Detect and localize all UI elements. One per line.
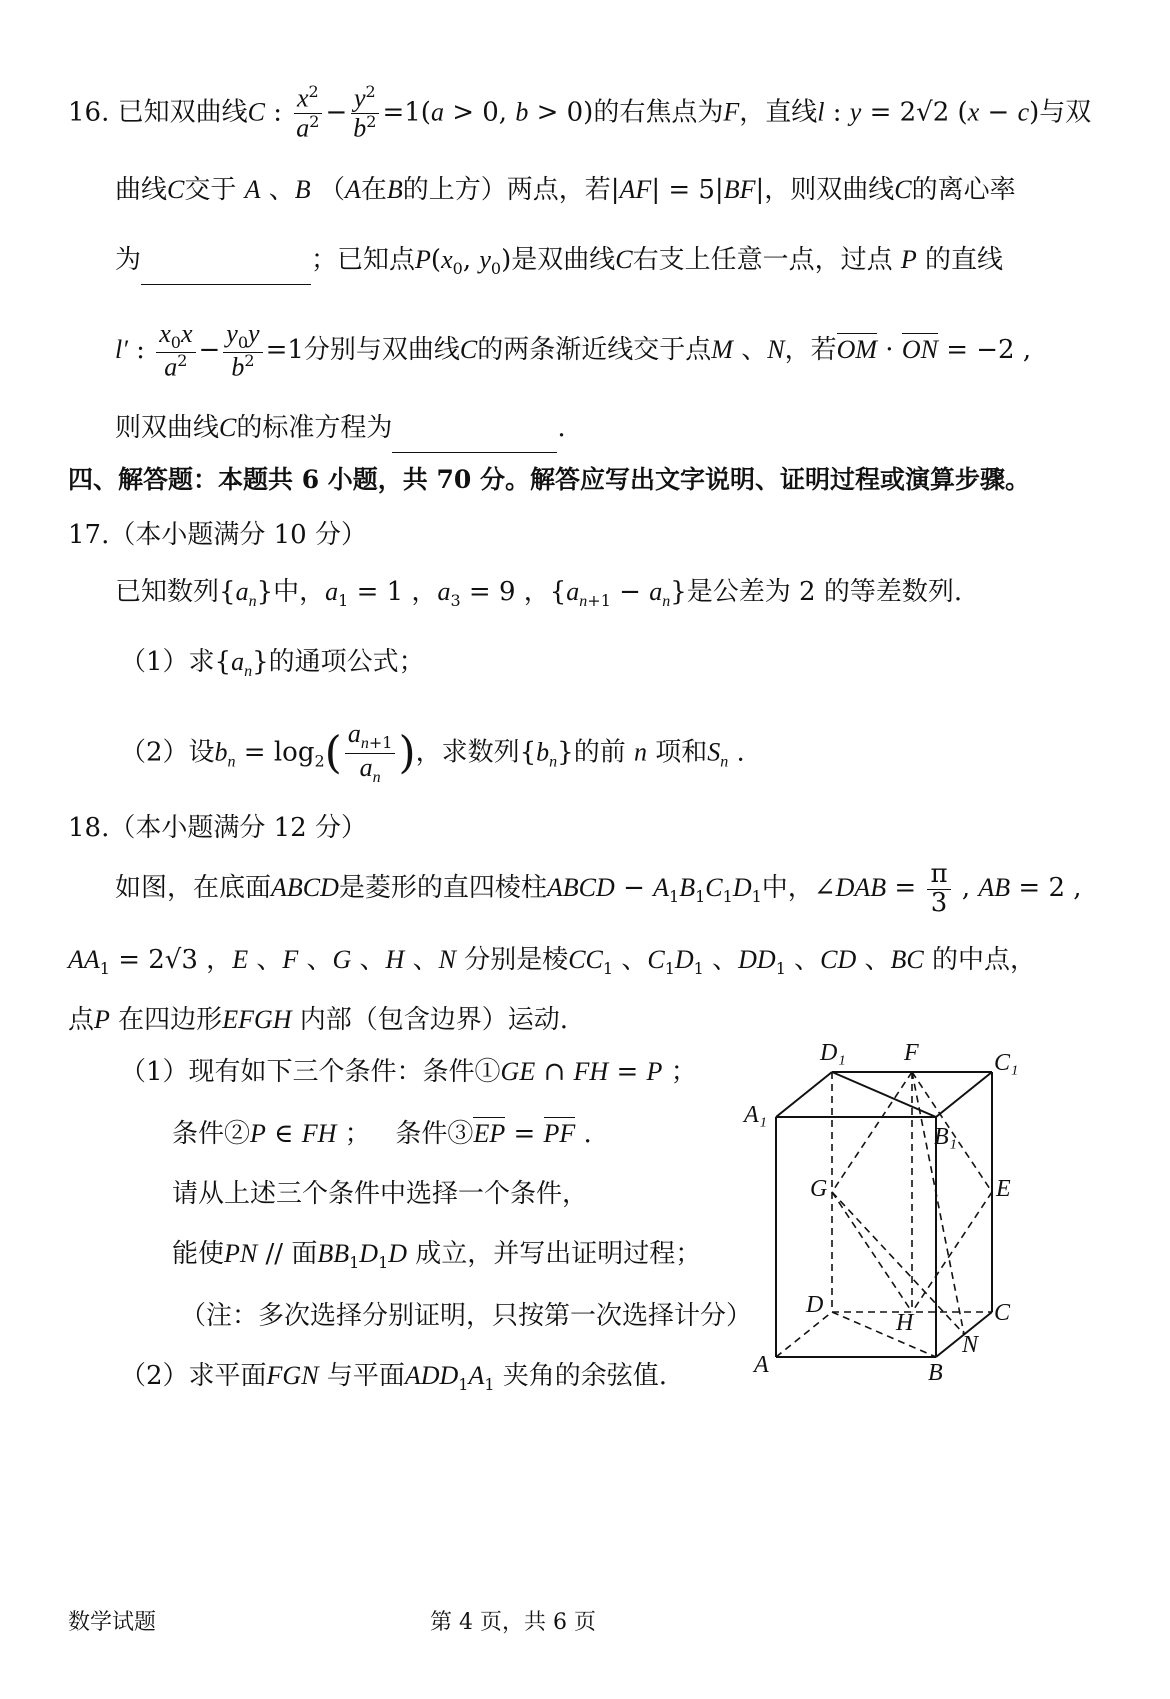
answer-blank-eccentricity[interactable] — [141, 244, 311, 285]
q16-line-3: 为 ；已知点$P(x_0$, $y_0$)是双曲线C右支上任意一点，过点 P 的直线 — [115, 240, 1003, 289]
label-E: E — [996, 1176, 1011, 1202]
label-C1: C₁ — [994, 1050, 1019, 1076]
label-D: D — [806, 1292, 824, 1318]
q17-part-2: （2）设$b_n = \log_2$( $\frac{a_{n+1}}{a_n}$ )，求数列$\{b_n\}$的前 n 项和$S_n$ . — [120, 719, 745, 787]
q16-line-5: 则双曲线C的标准方程为 . — [115, 408, 566, 453]
q18-header: 18.（本小题满分 12 分） — [68, 813, 367, 843]
prism-figure — [740, 1030, 1040, 1390]
q18-part-2: （2）求平面FGN 与平面$ADD_1A_1$ 夹角的余弦值. — [120, 1361, 668, 1395]
label-F: F — [904, 1040, 919, 1066]
label-N: N — [962, 1332, 979, 1358]
label-H: H — [896, 1310, 914, 1336]
q18-line-1: 如图，在底面ABCD是菱形的直四棱柱ABCD − $A_1B_1C_1D_1$中，∠DAB = $\frac{\pi}{3}$ , AB = 2 , — [115, 859, 1082, 918]
q18-part-1: （1）现有如下三个条件：条件①GE ∩ FH = P ； — [120, 1057, 697, 1087]
footer-page-number: 第 4 页，共 6 页 — [430, 1610, 596, 1635]
label-A1: A₁ — [744, 1102, 768, 1128]
q16-line-1: 16. 已知双曲线C : $\frac{x^2}{a^2}$ − $\frac{y^2}{b^2}$ =1(a > 0, b > 0)的右焦点为F，直线l : y = 2√2 (x − c)与双 — [68, 82, 1092, 143]
q17-header: 17.（本小题满分 10 分） — [68, 520, 367, 550]
q18-line-3: 点P 在四边形EFGH 内部（包含边界）运动. — [68, 1005, 569, 1035]
label-B: B — [928, 1360, 943, 1386]
q18-part-1-cond: 条件②P ∈ FH ； 条件③EP = PF . — [172, 1119, 592, 1149]
footer-left: 数学试题 — [68, 1610, 157, 1635]
q17-line-1: 已知数列$\{a_n\}$中，$a_1 = 1$ ，$a_3 = 9$ ，$\{a_{n+1} - a_n\}$是公差为 2 的等差数列. — [115, 577, 963, 611]
section-title: 四、解答题：本题共 6 小题，共 70 分。解答应写出文字说明、证明过程或演算步骤。 — [68, 465, 1031, 494]
q18-part-1-choose: 请从上述三个条件中选择一个条件， — [172, 1179, 589, 1209]
label-D1: D₁ — [820, 1040, 846, 1066]
q17-part-1: （1）求$\{a_n\}$的通项公式； — [120, 647, 425, 681]
q18-part-1-note: （注：多次选择分别证明，只按第一次选择计分） — [180, 1301, 753, 1331]
label-C: C — [994, 1300, 1011, 1326]
label-A: A — [754, 1352, 769, 1378]
q18-part-1-goal: 能使PN // 面$BB_1D_1D$ 成立，并写出证明过程； — [172, 1239, 702, 1273]
q16-line-2: 曲线C交于 A 、B （A在B的上方）两点，若|AF| = 5|BF|，则双曲线C的离心率 — [115, 175, 1016, 205]
answer-blank-equation[interactable] — [392, 412, 557, 453]
label-B1: B₁ — [934, 1124, 958, 1150]
q18-line-2: $AA_1 = 2√3$ ，E 、F 、G 、H 、N 分别是棱$CC_1$ 、$C_1D_1$ 、$DD_1$ 、CD 、BC 的中点， — [68, 945, 1037, 979]
label-G: G — [810, 1176, 828, 1202]
q16-line-4: l′ : $\frac{x_0x}{a^2}$ − $\frac{y_0y}{b^2}$ =1分别与双曲线C的两条渐近线交于点M 、N，若OM · ON = −2 , — [115, 319, 1032, 382]
